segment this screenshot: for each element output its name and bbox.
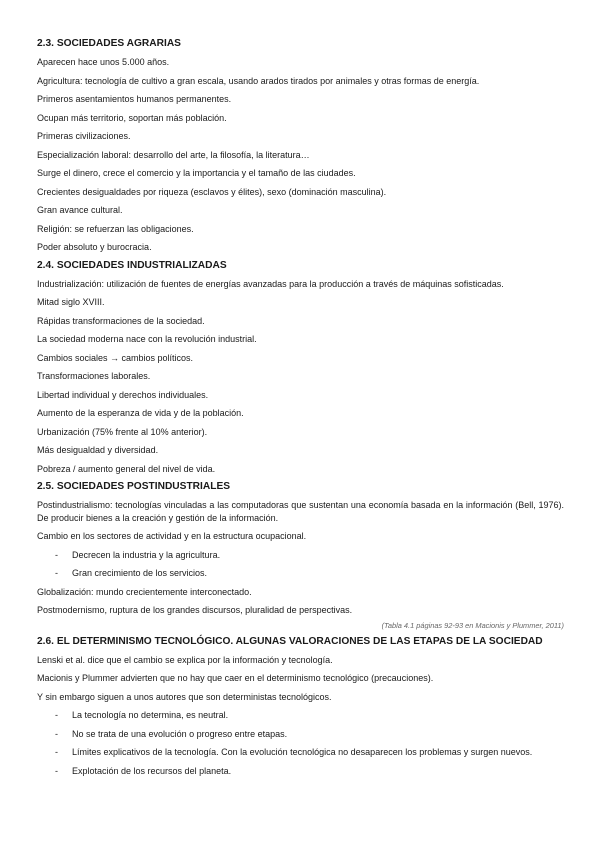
paragraph: Postindustrialismo: tecnologías vinculadas a las computadoras que sustentan una economía basada en la información (Bell, 1976). De producir bienes a la creación y gestión de la información.	[37, 500, 564, 523]
paragraph: Y sin embargo siguen a unos autores que son deterministas tecnológicos.	[37, 691, 332, 702]
paragraph: Globalización: mundo crecientemente interconectado.	[37, 586, 252, 597]
list-item: - Explotación de los recursos del planeta.	[55, 765, 232, 776]
list-item: - La tecnología no determina, es neutral.	[55, 710, 229, 720]
paragraph: Aparecen hace unos 5.000 años.	[37, 57, 170, 67]
paragraph: Aumento de la esperanza de vida y de la población.	[37, 408, 244, 418]
paragraph: Primeros asentamientos humanos permanentes.	[37, 94, 232, 104]
bullet-list	[37, 549, 564, 580]
dash-bullet: -	[55, 765, 58, 776]
paragraph: Libertad individual y derechos individuales.	[37, 389, 209, 400]
dash-bullet: -	[55, 728, 58, 739]
paragraph: Transformaciones laborales.	[37, 371, 151, 381]
paragraph: Ocupan más territorio, soportan más población.	[37, 112, 227, 123]
list-item: - No se trata de una evolución o progreso entre etapas.	[55, 728, 288, 739]
section-title-agrarian: 2.3. SOCIEDADES AGRARIAS	[37, 38, 181, 49]
paragraph: Más desigualdad y diversidad.	[37, 445, 159, 455]
paragraph: Rápidas transformaciones de la sociedad.	[37, 315, 205, 326]
paragraph: Lenski et al. dice que el cambio se explica por la información y tecnología.	[37, 654, 333, 665]
paragraph: Poder absoluto y burocracia.	[37, 242, 152, 252]
dash-bullet: -	[55, 568, 58, 578]
paragraph: Primeras civilizaciones.	[37, 131, 131, 141]
list-item: - Gran crecimiento de los servicios.	[55, 568, 208, 578]
paragraph: Urbanización (75% frente al 10% anterior).	[37, 426, 208, 437]
dash-bullet: -	[55, 710, 58, 720]
list-item: - Decrecen la industria y la agricultura.	[55, 549, 221, 560]
paragraph: Cambios sociales → cambios políticos.	[37, 352, 194, 363]
bullet-list	[37, 709, 564, 777]
list-item: - Límites explicativos de la tecnología. Con la evolución tecnológica no desaparecen los problemas y surgen nuevos.	[55, 747, 533, 757]
paragraph: Pobreza / aumento general del nivel de vida.	[37, 463, 216, 474]
section-title-industrial: 2.4. SOCIEDADES INDUSTRIALIZADAS	[37, 259, 227, 271]
dash-bullet: -	[55, 747, 58, 757]
paragraph: Surge el dinero, crece el comercio y la importancia y el tamaño de las ciudades.	[37, 168, 356, 178]
paragraph: Religión: se refuerzan las obligaciones.	[37, 223, 194, 234]
paragraph: Cambio en los sectores de actividad y en la estructura ocupacional.	[37, 531, 307, 541]
paragraph: Postmodernismo, ruptura de los grandes discursos, pluralidad de perspectivas.	[37, 605, 353, 615]
reference-note: (Tabla 4.1 páginas 92-93 en Macionis y Plummer, 2011)	[381, 620, 564, 630]
paragraph: Agricultura: tecnología de cultivo a gran escala, usando arados tirados por animales y otras formas de energía.	[37, 75, 480, 86]
document-page	[37, 37, 564, 777]
paragraph: Industrialización: utilización de fuentes de energías avanzadas para la producción a través de máquinas sofisticadas.	[37, 278, 504, 289]
section-title-determinism: 2.6. EL DETERMINISMO TECNOLÓGICO. ALGUNAS VALORACIONES DE LAS ETAPAS DE LA SOCIEDAD	[37, 635, 543, 647]
section-title-postindustrial: 2.5. SOCIEDADES POSTINDUSTRIALES	[37, 481, 231, 492]
paragraph: Mitad siglo XVIII.	[37, 297, 105, 307]
dash-bullet: -	[55, 549, 58, 560]
paragraph: La sociedad moderna nace con la revolución industrial.	[37, 334, 257, 344]
paragraph: Especialización laboral: desarrollo del arte, la filosofía, la literatura…	[37, 149, 310, 160]
paragraph: Crecientes desigualdades por riqueza (esclavos y élites), sexo (dominación masculina).	[37, 186, 387, 197]
paragraph: Gran avance cultural.	[37, 205, 123, 215]
paragraph: Macionis y Plummer advierten que no hay que caer en el determinismo tecnológico (precauciones).	[37, 673, 434, 683]
